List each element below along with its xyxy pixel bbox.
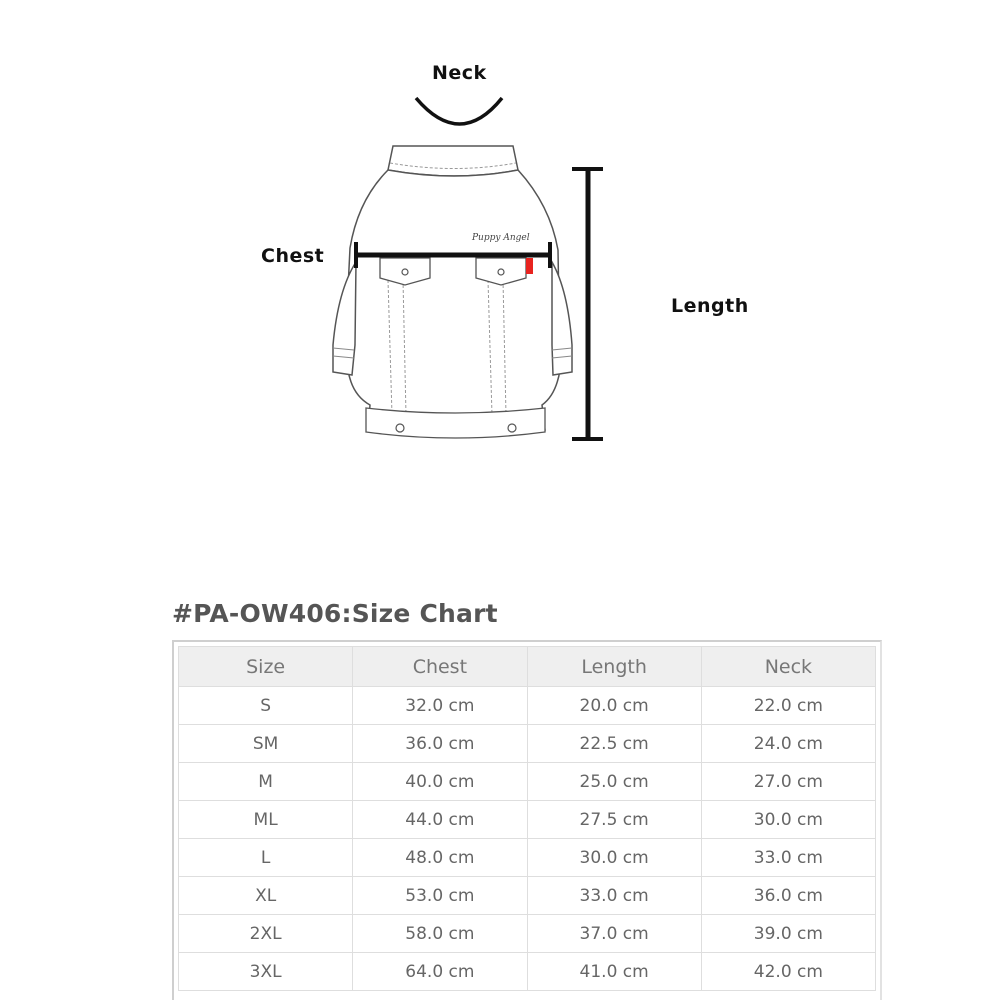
cell-chest: 53.0 cm (353, 877, 527, 915)
length-label: Length (671, 295, 749, 317)
cell-length: 30.0 cm (527, 839, 701, 877)
size-chart-table-container (172, 640, 882, 1000)
table-header-row (179, 647, 876, 687)
cell-size: SM (179, 725, 353, 763)
cell-size: XL (179, 877, 353, 915)
cell-chest: 44.0 cm (353, 801, 527, 839)
cell-size: S (179, 687, 353, 725)
header-length: Length (527, 647, 701, 687)
table-row (179, 687, 876, 725)
table-row (179, 725, 876, 763)
cell-chest: 64.0 cm (353, 953, 527, 991)
cell-chest: 36.0 cm (353, 725, 527, 763)
header-chest: Chest (353, 647, 527, 687)
cell-neck: 24.0 cm (701, 725, 875, 763)
cell-length: 22.5 cm (527, 725, 701, 763)
table-row (179, 763, 876, 801)
cell-size: ML (179, 801, 353, 839)
cell-neck: 27.0 cm (701, 763, 875, 801)
jacket-hem (366, 408, 545, 438)
cell-length: 41.0 cm (527, 953, 701, 991)
cell-size: L (179, 839, 353, 877)
jacket-collar (388, 146, 518, 176)
table-row (179, 953, 876, 991)
brand-script-logo: Puppy Angel (472, 233, 530, 243)
brand-tag (526, 258, 533, 274)
neck-measure-arc (416, 98, 502, 124)
table-row (179, 839, 876, 877)
cell-chest: 48.0 cm (353, 839, 527, 877)
size-chart-table (178, 646, 876, 991)
cell-length: 20.0 cm (527, 687, 701, 725)
cell-neck: 30.0 cm (701, 801, 875, 839)
size-chart-title: #PA-OW406:Size Chart (172, 599, 498, 628)
cell-chest: 32.0 cm (353, 687, 527, 725)
cell-chest: 58.0 cm (353, 915, 527, 953)
table-row (179, 801, 876, 839)
chest-label: Chest (261, 245, 325, 267)
jacket-body (346, 170, 560, 430)
cell-neck: 22.0 cm (701, 687, 875, 725)
cell-chest: 40.0 cm (353, 763, 527, 801)
cell-size: 3XL (179, 953, 353, 991)
cell-size: 2XL (179, 915, 353, 953)
cell-length: 27.5 cm (527, 801, 701, 839)
header-size: Size (179, 647, 353, 687)
cell-length: 33.0 cm (527, 877, 701, 915)
cell-neck: 42.0 cm (701, 953, 875, 991)
header-neck: Neck (701, 647, 875, 687)
cell-length: 37.0 cm (527, 915, 701, 953)
neck-label: Neck (432, 62, 487, 84)
cell-length: 25.0 cm (527, 763, 701, 801)
cell-neck: 39.0 cm (701, 915, 875, 953)
table-row (179, 915, 876, 953)
cell-neck: 33.0 cm (701, 839, 875, 877)
table-row (179, 877, 876, 915)
cell-neck: 36.0 cm (701, 877, 875, 915)
cell-size: M (179, 763, 353, 801)
